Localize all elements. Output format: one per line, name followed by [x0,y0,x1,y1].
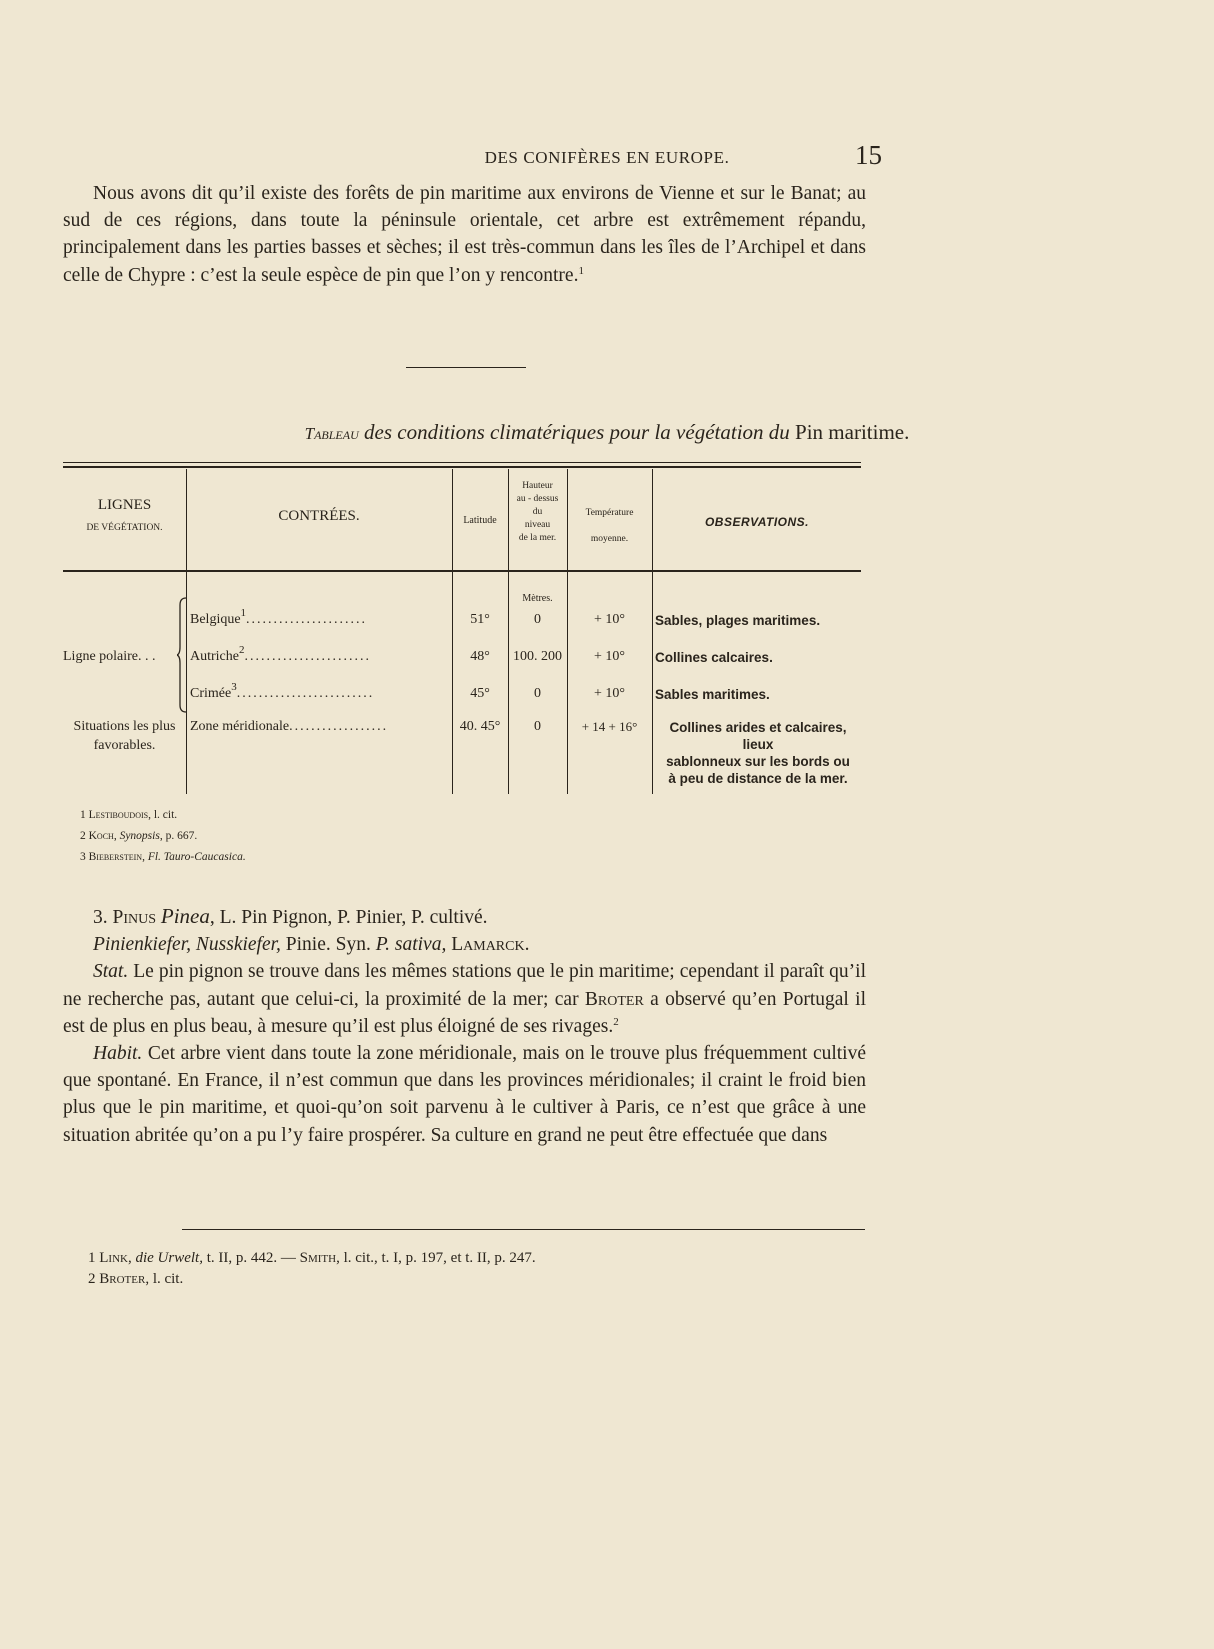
header-latitude: Latitude [463,515,497,526]
table-row: Autriche$^2$....................... [190,644,371,664]
note-ref: 1 [578,264,584,277]
group-label-favorables: Situations les plus favorables. [73,719,176,753]
header-observations: OBSERVATIONS. [704,515,810,529]
table-header-rule [63,570,861,572]
footnote: 1 Link, die Urwelt, t. II, p. 442. — Smith, l. cit., t. I, p. 197, et t. II, p. 247. [88,1250,536,1266]
table-title-roman: Pin maritime. [795,420,910,444]
table-top-rule-thick [63,466,861,468]
habit-label: Habit. [93,1043,143,1065]
table-top-rule-thin [63,462,861,463]
temperature-cell: + 10° [594,649,625,664]
table-note: 1 Lestiboudois, l. cit. [80,809,178,821]
table-note: 2 Koch, Synopsis, p. 667. [80,830,198,842]
header-contrees: CONTRÉES. [278,508,360,524]
page-number: 15 [855,140,882,170]
running-title: DES CONIFÈRES EN EUROPE. [484,148,730,167]
temperature-cell: + 10° [594,612,625,627]
group-label-polaire: Ligne polaire. . . [63,649,156,664]
latitude-cell: 45° [470,686,490,701]
table-title-prefix: Tableau [304,424,359,443]
header-temperature: Température moyenne. [585,508,634,544]
species-entry: 3. Pinus Pinea, L. Pin Pignon, P. Pinier, P. cultivé. Pinienkiefer, Nusskiefer, Pinie. Syn. P. sativa, Lamarck. Stat. Le pin pignon se trouve dans les mêmes stations que le pin maritime; cependant il paraît qu’il ne recherche pas, autant que celui-ci, la proximité de la mer; car Broter a observé qu’en Portugal il est de plus en plus beau, à mesure qu’il est plus éloigné de ses rivages.$^2$ Habit. Cet arbre vient dans toute la zone méridionale, mais on le trouve plus fréquemment cultivé que spontané. En France, il n’est commun que dans les provinces méridionales; il craint le froid bien plus que le pin maritime, et quoi-qu’on soit parvenu à le cultiver à Paris, ce n’est que grâce à une situation abritée qu’on a pu l’y faire prospérer. Sa culture en grand ne peut être effectuée que dans [63,904,867,1146]
latitude-cell: 40. 45° [459,719,501,734]
footnote: 2 Broter, l. cit. [88,1271,184,1287]
temperature-cell: + 14 + 16° [581,719,638,734]
header-hauteur: Hauteur au - dessus du niveau de la mer. [516,481,559,543]
brace-icon [177,597,187,713]
latitude-cell: 48° [470,649,490,664]
temperature-cell: + 10° [594,686,625,701]
hauteur-cell: 0 [534,612,541,627]
observation-cell: Sables, plages maritimes. [655,613,821,628]
hauteur-cell: 100. 200 [513,649,562,664]
stat-label: Stat. [93,961,129,983]
header-lignes: LIGNES DE VÉGÉTATION. [86,497,163,533]
table-row: Crimée$^3$......................... [190,681,375,701]
footnote-rule [182,1229,865,1230]
latitude-cell: 51° [470,612,490,627]
table-row: Belgique$^1$...................... [190,607,368,627]
observation-cell: Collines calcaires. [655,650,773,665]
intro-text: Nous avons dit qu’il existe des forêts de pin maritime aux environs de Vienne et sur le Banat; au sud de ces régions, dans toute la péninsule orientale, cet arbre est extrêmement répandu, principalement dans les parties basses et sèches; il est très-commun dans les îles de l’Archipel et dans celle de Chypre : c’est la seule espèce de pin que l’on y rencontre. [63,183,866,286]
table-note: 3 Bieberstein, Fl. Tauro-Caucasica. [80,851,246,863]
table-row: Zone méridionale.................. [190,719,389,734]
hauteur-cell: 0 [534,686,541,701]
unit-metres: Mètres. [522,593,553,604]
observation-cell: Sables maritimes. [655,687,770,702]
hauteur-cell: 0 [534,719,541,734]
table-title-italic: des conditions climatériques pour la végétation du [364,420,790,444]
table-title [0,420,1214,445]
intro-paragraph [63,180,866,289]
observation-cell: Collines arides et calcaires, lieux sablonneux sur les bords ou à peu de distance de la mer. [666,720,850,786]
section-divider [406,367,526,368]
